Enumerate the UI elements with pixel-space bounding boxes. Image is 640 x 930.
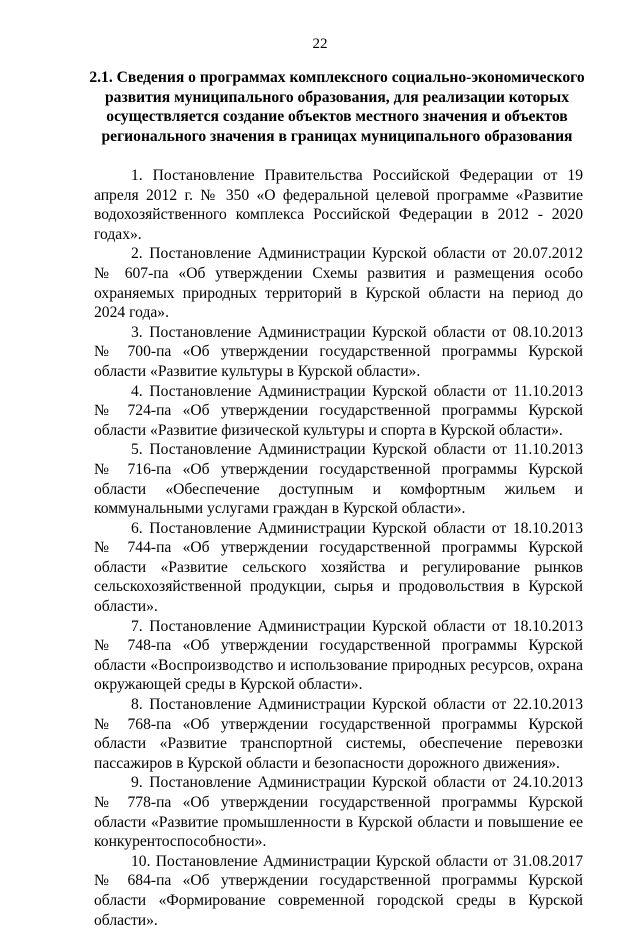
list-item: 5. Постановление Администрации Курской области от 11.10.2013 № 716-па «Об утверждении государственной программы Курской области «Обеспечение доступным и комфортным жильем и коммунальными услугами граждан в Курской области».	[94, 441, 583, 518]
list-item: 7. Постановление Администрации Курской области от 18.10.2013 № 748-па «Об утверждении государственной программы Курской области «Воспроизводство и использование природных ресурсов, охрана окружающей среды в Курской области».	[94, 617, 583, 694]
list-item: 1. Постановление Правительства Российской Федерации от 19 апреля 2012 г. № 350 «О федеральной целевой программе «Развитие водохозяйственного комплекса Российской Федерации в 2012 - 2020 годах».	[94, 167, 583, 243]
list-item: 4. Постановление Администрации Курской области от 11.10.2013 № 724-па «Об утверждении государственной программы Курской области «Развитие физической культуры и спорта в Курской области».	[94, 382, 583, 439]
page-number: 22	[312, 36, 328, 52]
list-item: 8. Постановление Администрации Курской области от 22.10.2013 № 768-па «Об утверждении государственной программы Курской области «Развитие транспортной системы, обеспечение перевозки пассажиров в Курской области и безопасности дорожного движения».	[94, 696, 583, 772]
list-item: 9. Постановление Администрации Курской области от 24.10.2013 № 778-па «Об утверждении государственной программы Курской области «Развитие промышленности в Курской области и повышение ее конкурентоспособности».	[94, 774, 583, 851]
programs-list	[94, 166, 583, 930]
list-item: 6. Постановление Администрации Курской области от 18.10.2013 № 744-па «Об утверждении государственной программы Курской области «Развитие сельского хозяйства и регулирование рынков сельскохозяйственной продукции, сырья и продовольствия в Курской области».	[94, 519, 583, 616]
section-heading: 2.1. Сведения о программах комплексного социально-экономического развития муниципального образования, для реализации которых осуществляется создание объектов местного значения и объектов регионального значения в границах муниципального образования	[89, 69, 585, 145]
list-item: 3. Постановление Администрации Курской области от 08.10.2013 № 700-па «Об утверждении государственной программы Курской области «Развитие культуры в Курской области».	[94, 323, 583, 380]
list-item: 10. Постановление Администрации Курской области от 31.08.2017 № 684-па «Об утверждении государственной программы Курской области «Формирование современной городской среды в Курской области».	[94, 852, 583, 929]
list-item: 2. Постановление Администрации Курской области от 20.07.2012 № 607-па «Об утверждении Схемы развития и размещения особо охраняемых природных территорий в Курской области на период до 2024 года».	[94, 245, 583, 322]
